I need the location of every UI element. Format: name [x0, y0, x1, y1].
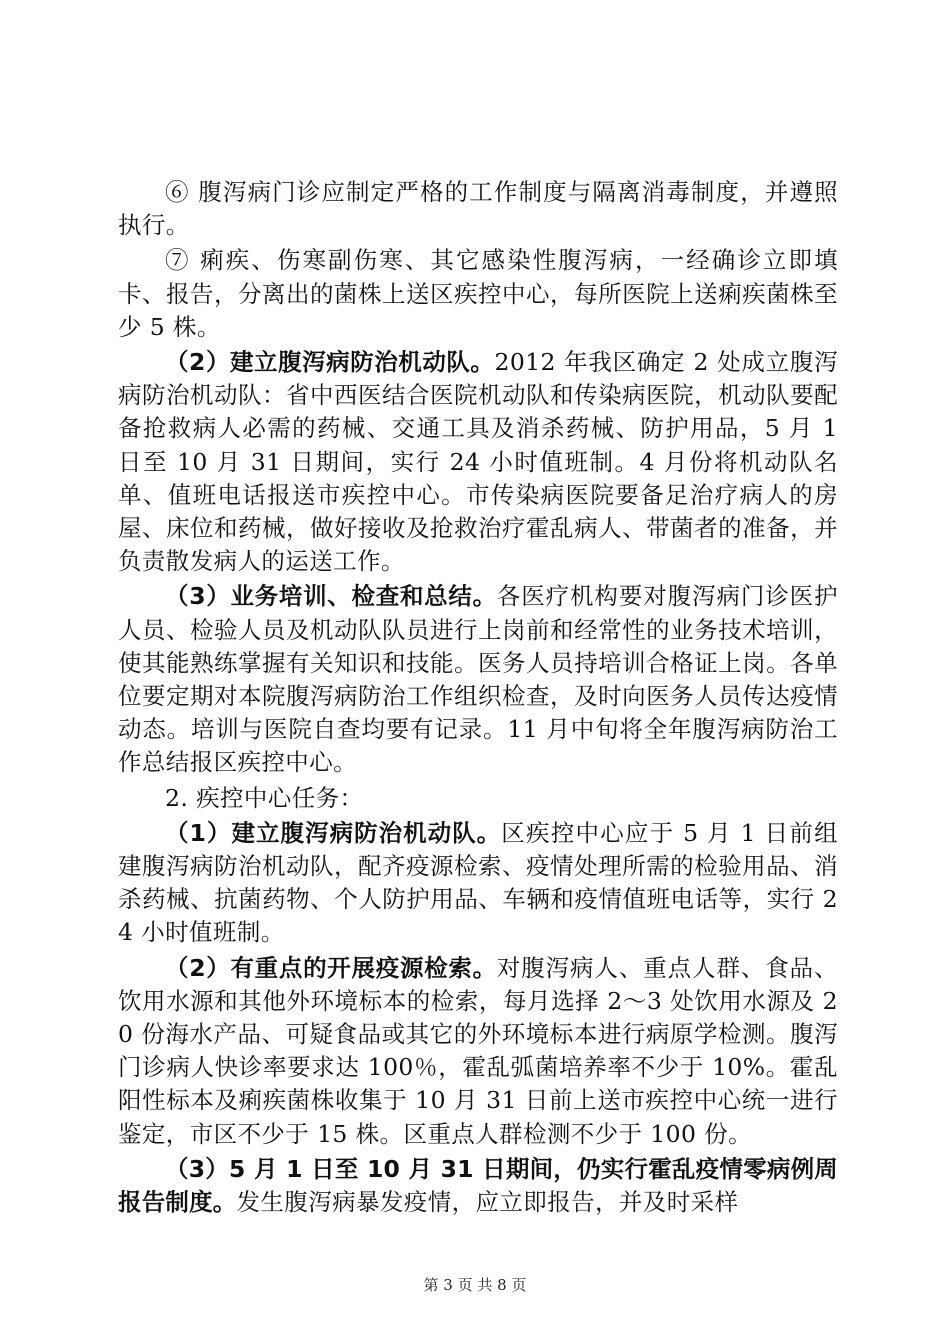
paragraph-lead: （1）建立腹泻病防治机动队。: [165, 818, 502, 847]
paragraph-text: 对腹泻病人、重点人群、食品、饮用水源和其他外环境标本的检索，每月选择 2～3 处饮用水源及 20 份海水产品、可疑食品或其它的外环境标本进行病原学检测。腹泻门诊病人快诊率要求达 100％，霍乱弧菌培养率不少于 10%。霍乱阳性标本及痢疾菌株收集于 10 月 31 日前上送市疾控中心统一进行鉴定，市区不少于 15 株。区重点人群检测不少于 100 份。: [118, 953, 838, 1148]
paragraph-mobile-team: [118, 346, 838, 578]
paragraph-weekly-report: [118, 1153, 838, 1219]
paragraph-lead: （2）有重点的开展疫源检索。: [165, 953, 497, 982]
paragraph-lead: （3）业务培训、检查和总结。: [165, 582, 497, 611]
paragraph-item-7: [118, 244, 838, 344]
paragraph-training: [118, 580, 838, 779]
paragraph-lead: （2）建立腹泻病防治机动队。: [165, 348, 495, 377]
paragraph-text: ⑦ 痢疾、伤寒副伤寒、其它感染性腹泻病，一经确诊立即填卡、报告，分离出的菌株上送区疾控中心，每所医院上送痢疾菌株至少 5 株。: [118, 246, 838, 341]
paragraph-text: ⑥ 腹泻病门诊应制定严格的工作制度与隔离消毒制度，并遵照执行。: [118, 178, 838, 240]
paragraph-text: 2. 疾控中心任务：: [165, 783, 364, 812]
paragraph-text: 2012 年我区确定 2 处成立腹泻病防治机动队：省中西医结合医院机动队和传染病医院，机动队要配备抢救病人必需的药械、交通工具及消杀药械、防护用品，5 月 1 日至 10 月 31 日期间，实行 24 小时值班制。4 月份将机动队名单、值班电话报送市疾控中心。市传染病医院要备足治疗病人的房屋、床位和药械，做好接收及抢救治疗霍乱病人、带菌者的准备，并负责散发病人的运送工作。: [118, 348, 838, 576]
paragraph-item-6: [118, 176, 838, 242]
paragraph-text: 各医疗机构要对腹泻病门诊医护人员、检验人员及机动队队员进行上岗前和经常性的业务技术培训，使其能熟练掌握有关知识和技能。医务人员持培训合格证上岗。各单位要定期对本院腹泻病防治工作组织检查，及时向医务人员传达疫情动态。培训与医院自查均要有记录。11 月中旬将全年腹泻病防治工作总结报区疾控中心。: [118, 582, 838, 777]
document-body: [118, 176, 838, 1219]
paragraph-source-search: [118, 952, 838, 1151]
paragraph-lead: （3）5 月 1 日至 10 月 31 日期间，仍实行霍乱疫情零病例周报告制度。: [118, 1154, 838, 1217]
paragraph-cdc-mobile-team: [118, 817, 838, 950]
paragraph-text: 区疾控中心应于 5 月 1 日前组建腹泻病防治机动队，配齐疫源检索、疫情处理所需的检验用品、消杀药械、抗菌药物、个人防护用品、车辆和疫情值班电话等，实行 24 小时值班制。: [118, 818, 838, 947]
section-heading-cdc-tasks: [118, 782, 838, 815]
page-number-footer: 第 3 页 共 8 页: [423, 1276, 527, 1294]
paragraph-text: 发生腹泻病暴发疫情，应立即报告，并及时采样: [236, 1188, 739, 1217]
